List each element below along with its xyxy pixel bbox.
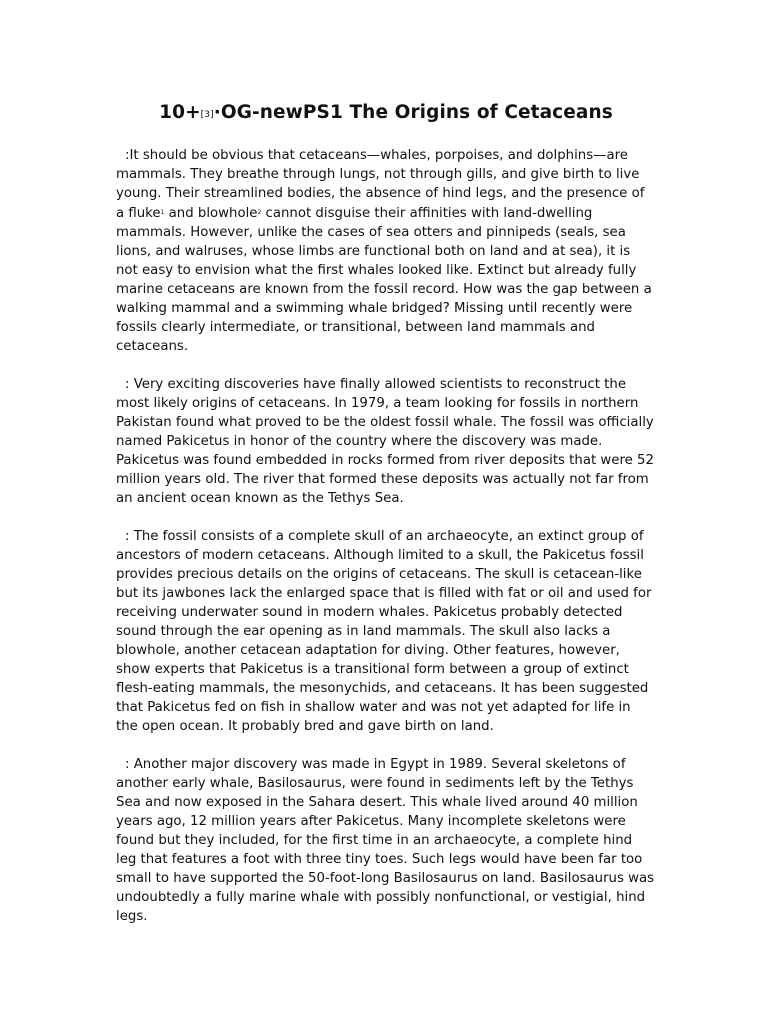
- document-page: [116, 100, 656, 945]
- paragraph-2-text: Very exciting discoveries have finally allowed scientists to reconstruct the most likely origins of cetaceans. In 1979, a team looking for fossils in northern Pakistan found what proved to be the oldest fossil whale. The fossil was officially named Pakicetus in honor of the country where the discovery was made. Pakicetus was found embedded in rocks formed from river deposits that were 52 million years old. The river that formed these deposits was actually not far from an ancient ocean known as the Tethys Sea.: [116, 377, 654, 506]
- paragraph-1: [116, 146, 656, 356]
- paragraph-marker: :: [125, 377, 130, 392]
- paragraph-1-text-c: cannot disguise their affinities with land-dwelling mammals. However, unlike the cases of sea otters and pinnipeds (seals, sea lions, and walruses, whose limbs are functional both on land and at sea), it is not easy to envision what the first whales looked like. Extinct but already fully marine cetaceans are known from the fossil record. How was the gap between a walking mammal and a swimming whale bridged? Missing until recently were fossils clearly intermediate, or transitional, between land mammals and cetaceans.: [116, 206, 652, 354]
- paragraph-2: [116, 375, 656, 508]
- paragraph-1-text-a: It should be obvious that cetaceans—whales, porpoises, and dolphins—are mammals. They breathe through lungs, not through gills, and give birth to live young. Their streamlined bodies, the absence of hind legs, and the presence of a fluke: [116, 148, 645, 221]
- title-main: ·OG-newPS1 The Origins of Cetaceans: [213, 102, 613, 123]
- document-title: [116, 100, 656, 128]
- footnote-ref-1: 1: [160, 209, 165, 216]
- title-superscript: [3]: [200, 110, 214, 120]
- paragraph-marker: :: [125, 757, 130, 772]
- footnote-ref-2: 2: [257, 209, 262, 216]
- paragraph-4-text: Another major discovery was made in Egypt in 1989. Several skeletons of another early whale, Basilosaurus, were found in sediments left by the Tethys Sea and now exposed in the Sahara desert. This whale lived around 40 million years ago, 12 million years after Pakicetus. Many incomplete skeletons were found but they included, for the first time in an archaeocyte, a complete hind leg that features a foot with three tiny toes. Such legs would have been far too small to have supported the 50-foot-long Basilosaurus on land. Basilosaurus was undoubtedly a fully marine whale with possibly nonfunctional, or vestigial, hind legs.: [116, 757, 655, 924]
- paragraph-1-text-b: and blowhole: [164, 206, 258, 221]
- paragraph-3-text: The fossil consists of a complete skull of an archaeocyte, an extinct group of ancestors of modern cetaceans. Although limited to a skull, the Pakicetus fossil provides precious details on the origins of cetaceans. The skull is cetacean-like but its jawbones lack the enlarged space that is filled with fat or oil and used for receiving underwater sound in modern whales. Pakicetus probably detected sound through the ear opening as in land mammals. The skull also lacks a blowhole, another cetacean adaptation for diving. Other features, however, show experts that Pakicetus is a transitional form between a group of extinct flesh-eating mammals, the mesonychids, and cetaceans. It has been suggested that Pakicetus fed on fish in shallow water and was not yet adapted for life in the open ocean. It probably bred and gave birth on land.: [116, 529, 652, 734]
- paragraph-3: [116, 527, 656, 736]
- paragraph-marker: :: [125, 529, 130, 544]
- paragraph-4: [116, 755, 656, 926]
- title-prefix: 10+: [159, 102, 201, 123]
- paragraph-marker: :: [125, 148, 130, 163]
